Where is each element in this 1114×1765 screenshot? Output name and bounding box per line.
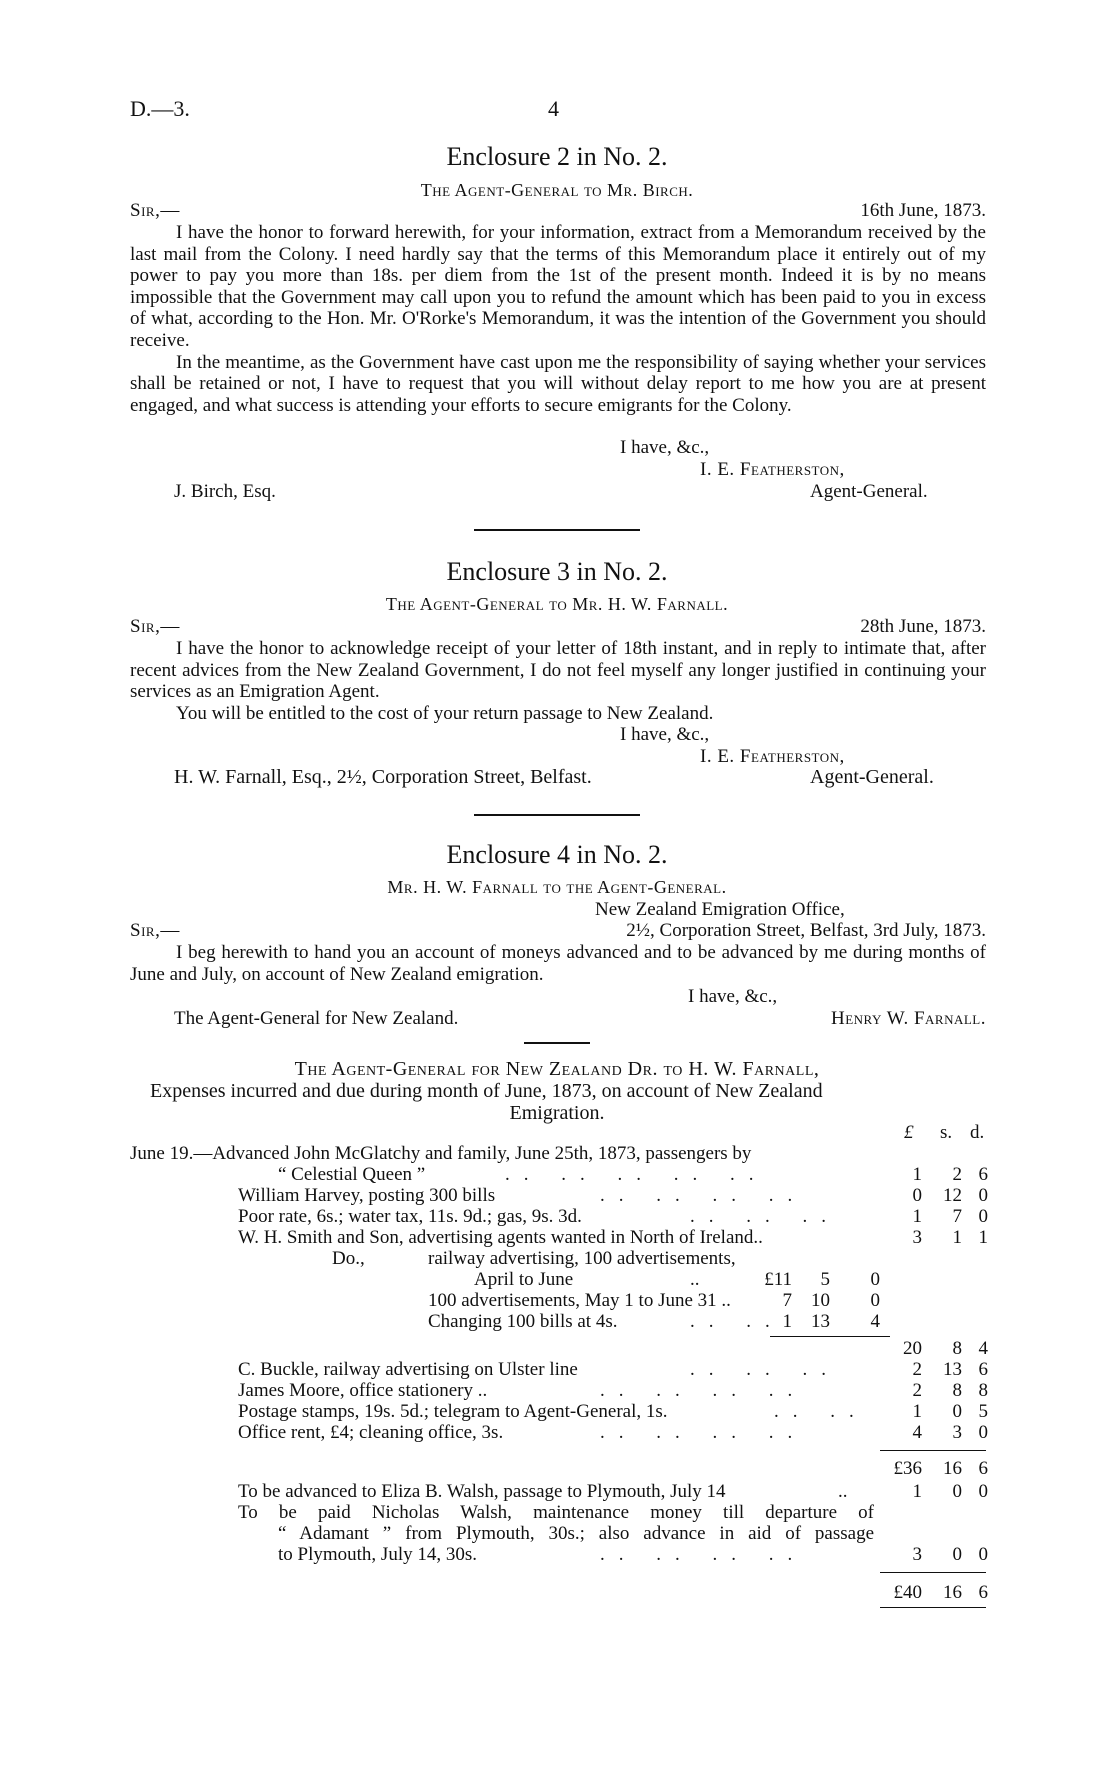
page-number: 4: [548, 96, 559, 121]
leader-dots: .. .. .. ..: [600, 1544, 807, 1565]
enclosure-2-title: Enclosure 2 in No. 2.: [446, 142, 668, 171]
account-entry-text: Do.,: [332, 1248, 365, 1269]
account-entry-text: William Harvey, posting 300 bills: [238, 1185, 496, 1206]
amount-pence: 6: [978, 1582, 988, 1603]
sub-amount-pence: 0: [870, 1290, 880, 1311]
enclosure-3-date: 28th June, 1873.: [860, 616, 986, 637]
enclosure-4-salutation: Sir,—: [130, 920, 180, 941]
sub-amount-pounds: 7: [782, 1290, 792, 1311]
amount-pence: 6: [978, 1458, 988, 1479]
amount-pounds: 1: [912, 1164, 922, 1185]
section-divider: [474, 529, 640, 531]
shillings-column-header: s.: [940, 1122, 953, 1143]
account-heading-line1: The Agent-General for New Zealand Dr. to H. W. Farnall,: [294, 1058, 820, 1080]
amount-pence: 6: [978, 1164, 988, 1185]
enclosure-2-address-line: The Agent-General to Mr. Birch.: [420, 180, 694, 200]
amount-pence: 0: [978, 1422, 988, 1443]
enclosure-2-salutation: Sir,—: [130, 200, 180, 221]
enclosure-4-office-address: 2½, Corporation Street, Belfast, 3rd July, 1873.: [626, 920, 986, 941]
account-heading: [0, 1058, 1114, 1081]
leader-dots: ..: [690, 1269, 700, 1290]
account-sub-entry-text: 100 advertisements, May 1 to June 31 ..: [428, 1290, 731, 1311]
account-entry-text: W. H. Smith and Son, advertising agents wanted in North of Ireland..: [238, 1227, 763, 1248]
enclosure-3-closing: I have, &c.,: [620, 724, 710, 745]
account-entry-text: Postage stamps, 19s. 5d.; telegram to Agent-General, 1s.: [238, 1401, 668, 1422]
account-entry-text: to Plymouth, July 14, 30s.: [278, 1544, 477, 1565]
enclosure-3-signature-title: Agent-General.: [810, 766, 934, 788]
amount-pounds: 1: [912, 1481, 922, 1502]
amount-pence: 8: [978, 1380, 988, 1401]
total-rule: [880, 1450, 986, 1451]
amount-shillings: 0: [952, 1401, 962, 1422]
enclosure-3-body: [130, 638, 986, 724]
section-divider: [524, 1042, 590, 1044]
account-entry-text: railway advertising, 100 advertisements,: [428, 1248, 736, 1269]
sub-amount-pounds: £11: [764, 1269, 792, 1290]
pence-column-header: d.: [970, 1122, 985, 1143]
leader-dots: .. ..: [690, 1311, 784, 1332]
leader-dots: .. ..: [774, 1401, 868, 1422]
amount-pounds: 0: [912, 1185, 922, 1206]
amount-pounds: 3: [912, 1544, 922, 1565]
amount-shillings: 16: [943, 1582, 962, 1603]
amount-pence: 1: [978, 1227, 988, 1248]
document-reference: D.—3.: [130, 96, 190, 121]
amount-shillings: 8: [952, 1380, 962, 1401]
enclosure-4-closing: I have, &c.,: [688, 986, 778, 1007]
enclosure-3-signature: I. E. Featherston,: [700, 746, 845, 767]
sub-amount-shillings: 10: [811, 1290, 830, 1311]
account-sub-entry-text: April to June: [474, 1269, 574, 1290]
amount-shillings: 12: [943, 1185, 962, 1206]
pounds-column-header: £: [904, 1122, 914, 1143]
amount-shillings: 8: [952, 1338, 962, 1359]
leader-dots: ..: [838, 1481, 848, 1502]
enclosure-4-office-line: New Zealand Emigration Office,: [595, 899, 845, 920]
sub-amount-shillings: 13: [811, 1311, 830, 1332]
account-entry-text: James Moore, office stationery ..: [238, 1380, 488, 1401]
enclosure-2-signature-title: Agent-General.: [810, 481, 928, 502]
grand-total-rule-bottom: [880, 1607, 986, 1608]
amount-pounds: 2: [912, 1359, 922, 1380]
sub-amount-pence: 0: [870, 1269, 880, 1290]
account-entry-text: To be paid Nicholas Walsh, maintenance money till departure of: [238, 1502, 874, 1523]
amount-pounds: 1: [912, 1206, 922, 1227]
amount-pounds: 3: [912, 1227, 922, 1248]
amount-pence: 0: [978, 1481, 988, 1502]
sub-amount-pounds: 1: [782, 1311, 792, 1332]
enclosure-2-paragraph: I have the honor to forward herewith, for your information, extract from a Memorandum received by the last mail from the Colony. I need hardly say that the terms of this Memorandum place it entirely out of my power to pay you more than 18s. per diem from the 1st of the present month. Indeed it is by no means impossible that the Government may call upon you to refund the amount which has been paid to you in excess of what, according to the Hon. Mr. O'Rorke's Memorandum, it was the intention of the Government you should receive.: [130, 222, 986, 351]
account-heading-line3: Emigration.: [509, 1102, 605, 1124]
amount-pounds: £40: [893, 1582, 922, 1603]
amount-shillings: 16: [943, 1458, 962, 1479]
enclosure-4-signature: Henry W. Farnall.: [830, 1008, 986, 1029]
enclosure-3-address-line: The Agent-General to Mr. H. W. Farnall.: [385, 594, 729, 614]
grand-total-rule-top: [880, 1572, 986, 1573]
amount-pence: 5: [978, 1401, 988, 1422]
enclosure-3-salutation: Sir,—: [130, 616, 180, 637]
sub-amount-pence: 4: [870, 1311, 880, 1332]
enclosure-3-addressee: H. W. Farnall, Esq., 2½, Corporation Street, Belfast.: [174, 766, 592, 788]
account-sub-entry-text: Changing 100 bills at 4s.: [428, 1311, 618, 1332]
amount-shillings: 0: [952, 1544, 962, 1565]
subtotal-rule: [770, 1336, 890, 1337]
amount-pence: 0: [978, 1206, 988, 1227]
leader-dots: .. .. .. .. ..: [505, 1164, 768, 1185]
enclosure-2-paragraph: In the meantime, as the Government have cast upon me the responsibility of saying whether your services shall be retained or not, I have to request that you will without delay report to me how you are at present engaged, and what success is attending your efforts to secure emigrants for the Colony.: [130, 351, 986, 416]
account-entry-text: June 19.—Advanced John McGlatchy and family, June 25th, 1873, passengers by: [130, 1143, 752, 1164]
enclosure-3-paragraph: You will be entitled to the cost of your return passage to New Zealand.: [176, 702, 714, 724]
amount-pounds: 2: [912, 1380, 922, 1401]
account-heading-line2: Expenses incurred and due during month of June, 1873, on account of New Zealand: [150, 1080, 823, 1102]
account-entry-text: C. Buckle, railway advertising on Ulster line: [238, 1359, 578, 1380]
enclosure-4-paragraph: I beg herewith to hand you an account of moneys advanced and to be advanced by me during months of June and July, on account of New Zealand emigration.: [130, 942, 986, 985]
amount-shillings: 2: [952, 1164, 962, 1185]
amount-shillings: 0: [952, 1481, 962, 1502]
enclosure-3-title: Enclosure 3 in No. 2.: [446, 557, 668, 586]
leader-dots: .. .. ..: [690, 1206, 840, 1227]
section-divider: [474, 814, 640, 816]
enclosure-4-title: Enclosure 4 in No. 2.: [446, 840, 668, 869]
enclosure-2-body: [130, 222, 986, 416]
enclosure-2-date: 16th June, 1873.: [860, 200, 986, 221]
account-entry-text: To be advanced to Eliza B. Walsh, passage to Plymouth, July 14: [238, 1481, 726, 1502]
account-entry-text: “ Adamant ” from Plymouth, 30s.; also advance in aid of passage: [278, 1523, 874, 1544]
enclosure-3-paragraph: I have the honor to acknowledge receipt of your letter of 18th instant, and in reply to intimate that, after recent advices from the New Zealand Government, I do not feel myself any longer justified in continuing your services as an Emigration Agent.: [130, 638, 986, 703]
enclosure-2-closing: I have, &c.,: [620, 437, 710, 458]
sub-amount-shillings: 5: [820, 1269, 830, 1290]
amount-pounds: 20: [903, 1338, 922, 1359]
leader-dots: .. .. .. ..: [600, 1422, 807, 1443]
amount-pence: 4: [978, 1338, 988, 1359]
leader-dots: .. .. .. ..: [600, 1380, 807, 1401]
leader-dots: .. .. .. ..: [600, 1185, 807, 1206]
account-entry-text: “ Celestial Queen ”: [278, 1164, 426, 1185]
amount-pence: 0: [978, 1185, 988, 1206]
amount-pounds: 1: [912, 1401, 922, 1422]
enclosure-4-body: [130, 942, 986, 985]
account-entry-text: Poor rate, 6s.; water tax, 11s. 9d.; gas, 9s. 3d.: [238, 1206, 582, 1227]
amount-shillings: 13: [943, 1359, 962, 1380]
leader-dots: .. .. ..: [690, 1359, 840, 1380]
amount-pence: 0: [978, 1544, 988, 1565]
enclosure-2-signature: I. E. Featherston,: [700, 459, 845, 480]
amount-pence: 6: [978, 1359, 988, 1380]
enclosure-4-addressee: The Agent-General for New Zealand.: [174, 1008, 459, 1029]
amount-shillings: 3: [952, 1422, 962, 1443]
amount-shillings: 7: [952, 1206, 962, 1227]
account-entry-text: Office rent, £4; cleaning office, 3s.: [238, 1422, 504, 1443]
enclosure-2-addressee: J. Birch, Esq.: [174, 481, 276, 502]
amount-pounds: 4: [912, 1422, 922, 1443]
enclosure-4-address-line: Mr. H. W. Farnall to the Agent-General.: [387, 877, 727, 897]
amount-pounds: £36: [893, 1458, 922, 1479]
amount-shillings: 1: [952, 1227, 962, 1248]
